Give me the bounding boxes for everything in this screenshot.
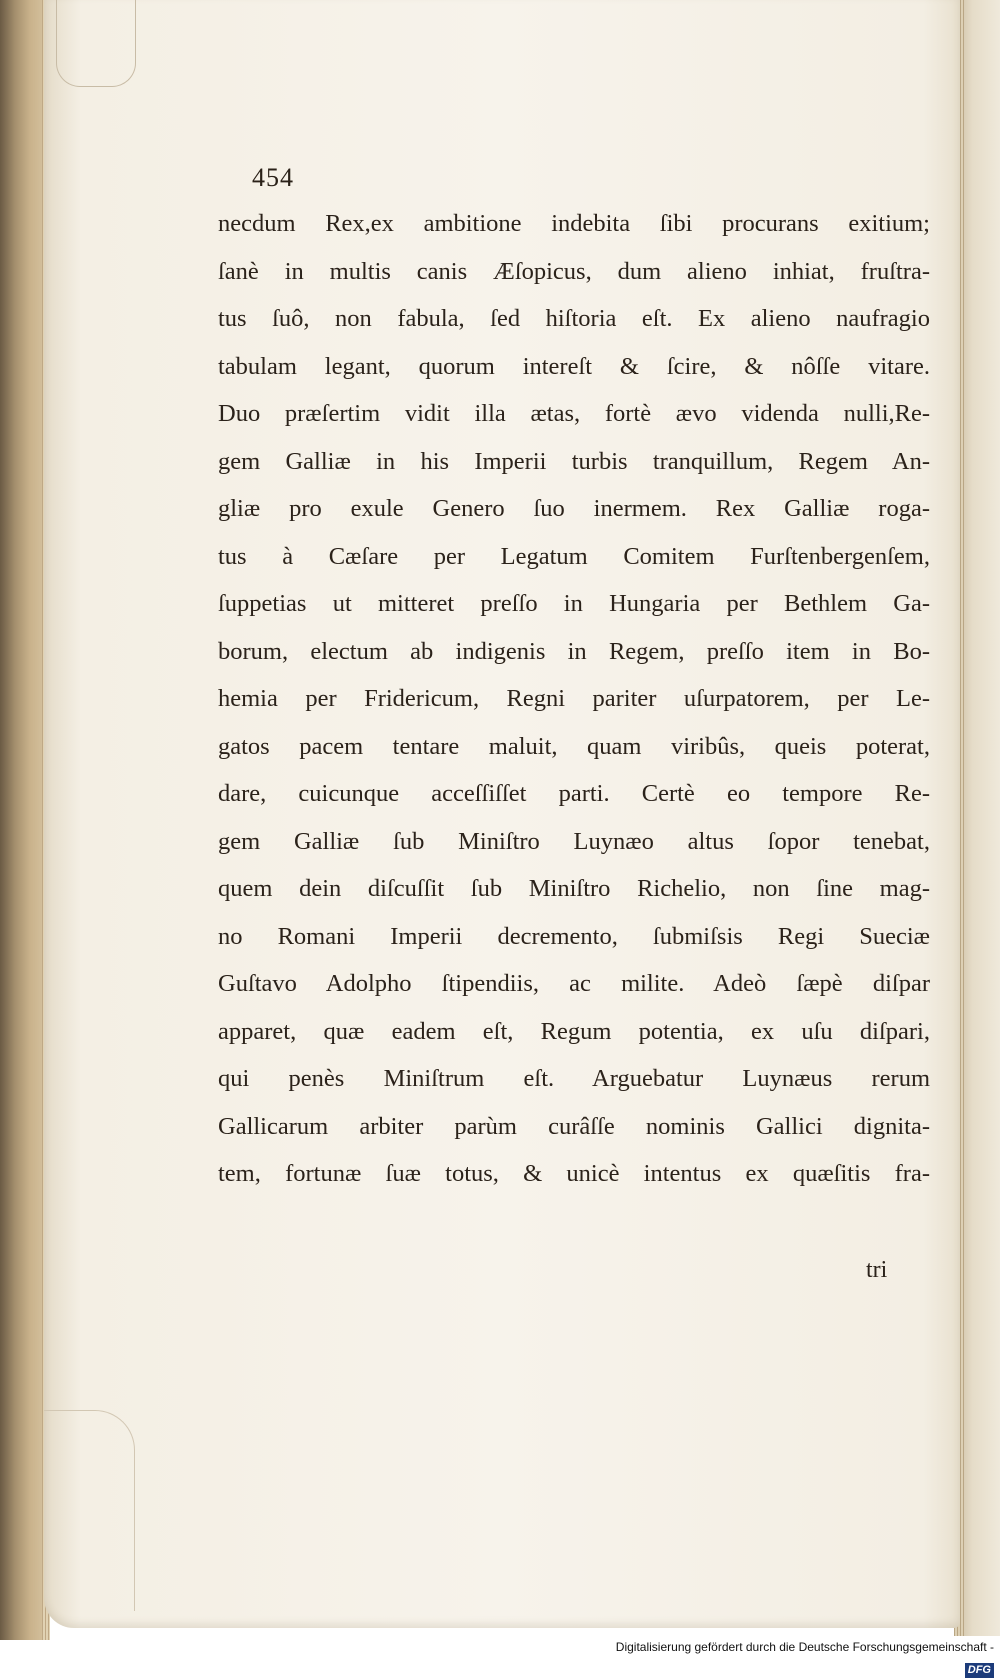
dfg-logo: DFG [965,1663,994,1678]
text-line: tem, fortunæ ſuæ totus, & unicè intentus ex quæſitis fra- [218,1160,930,1187]
text-line: hemia per Fridericum, Regni pariter uſurpatorem, per Le- [218,685,930,712]
text-line: quem dein diſcuſſit ſub Miniſtro Richelio, non ſine mag- [218,875,930,902]
text-line: gliæ pro exule Genero ſuo inermem. Rex Galliæ roga- [218,495,930,522]
text-line: gem Galliæ ſub Miniſtro Luynæo altus ſopor tenebat, [218,827,930,855]
text-line: dare, cuicunque acceſſiſſet parti. Certè eo tempore Re- [218,780,930,807]
text-line: borum, electum ab indigenis in Regem, preſſo item in Bo- [218,637,930,665]
credit-text: Digitalisierung gefördert durch die Deutsche Forschungsgemeinschaft - [615,1640,994,1654]
catchword: tri [866,1257,888,1283]
body-text [218,200,930,1198]
text-line: ſanè in multis canis Æſopicus, dum alieno inhiat, fruſtra- [218,257,930,285]
digitization-credit [600,1636,1000,1676]
text-line: gatos pacem tentare maluit, quam viribûs, queis poterat, [218,732,930,760]
page-corner-mark [44,1410,135,1611]
text-line: gem Galliæ in his Imperii turbis tranquillum, Regem An- [218,447,930,475]
text-line: Guſtavo Adolpho ſtipendiis, ac milite. Adeò ſæpè diſpar [218,970,930,997]
text-line: Duo præſertim vidit illa ætas, fortè ævo videnda nulli,Re- [218,400,930,427]
page-number: 454 [252,163,294,192]
book-block-right-edge [954,0,1000,1640]
text-line: necdum Rex,ex ambitione indebita ſibi procurans exitium; [218,210,930,237]
text-line: no Romani Imperii decremento, ſubmiſsis Regi Sueciæ [218,922,930,950]
text-line: Gallicarum arbiter parùm curâſſe nominis Gallici dignita- [218,1112,930,1140]
text-line: ſuppetias ut mitteret preſſo in Hungaria per Bethlem Ga- [218,590,930,617]
text-line: tabulam legant, quorum intereſt & ſcire, & nôſſe vitare. [218,352,930,380]
text-line: apparet, quæ eadem eſt, Regum potentia, ex uſu diſpari, [218,1017,930,1045]
book-block-left-edge [0,0,50,1640]
text-line: qui penès Miniſtrum eſt. Arguebatur Luynæus rerum [218,1065,930,1092]
text-line: tus à Cæſare per Legatum Comitem Furſtenbergenſem, [218,542,930,570]
text-line: tus ſuô, non fabula, ſed hiſtoria eſt. Ex alieno naufragio [218,305,930,332]
page-tab-mark [56,0,136,87]
